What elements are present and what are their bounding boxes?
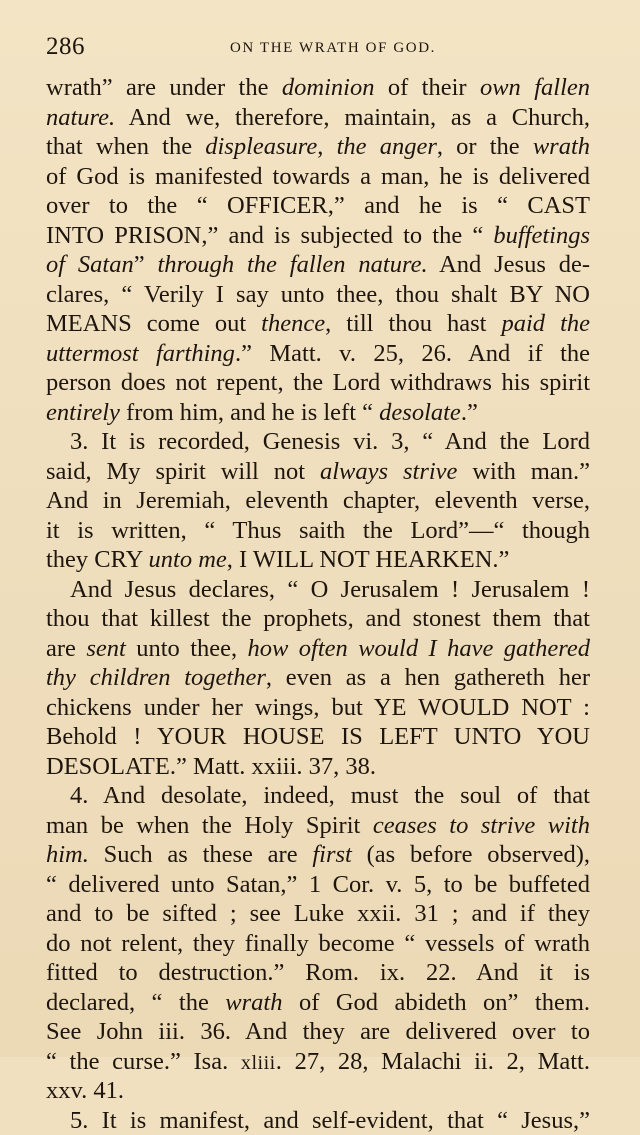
running-title: ON THE WRATH OF GOD. [46,40,590,57]
text-run: MEANS come out [46,310,261,337]
italic-text: first [312,841,352,868]
text-run: wrath” are under the [46,74,282,101]
text-run: ” [134,251,158,278]
text-run: from him, and he is left “ [120,399,379,426]
text-line [46,870,590,900]
text-line [46,221,590,251]
body-text [46,73,590,1135]
text-line [46,162,590,192]
text-run: chickens under her wings, but YE WOULD NOT : [46,694,590,721]
text-line [46,634,590,664]
text-line [46,1017,590,1047]
text-run: .” [461,399,478,426]
text-run: And in Jeremiah, eleventh chapter, eleventh verse, [46,487,590,514]
text-run: , [317,133,336,160]
text-line [46,811,590,841]
text-run: fitted to destruction.” Rom. ix. 22. And it is [46,959,590,986]
italic-text: paid the [502,310,591,337]
italic-text: unto me [149,546,227,573]
text-line [46,663,590,693]
text-line [46,752,590,782]
text-run: DESOLATE.” Matt. xxiii. 37, 38. [46,753,376,780]
text-run: of God is manifested towards a man, he is delivered [46,163,590,190]
text-run: “ the curse.” Isa. [46,1048,241,1075]
text-line [46,457,590,487]
page-number: 286 [46,33,85,61]
text-line [46,1047,590,1077]
italic-text: the anger [337,133,437,160]
text-line [46,899,590,929]
text-line [46,132,590,162]
italic-text: how often would I have gathered [248,635,590,662]
italic-text: thy children together [46,664,266,691]
text-run: Such as these are [89,841,312,868]
text-line [46,545,590,575]
text-run: clares, “ Verily I say unto thee, thou shalt BY NO [46,281,590,308]
text-line [46,988,590,1018]
italic-text: through the fallen nature. [157,251,427,278]
text-run: And Jesus de- [428,251,590,278]
text-run: over to the “ OFFICER,” and he is “ CAST [46,192,590,219]
text-run: (as before observed), [352,841,590,868]
text-run: are [46,635,86,662]
text-run: declared, “ the [46,989,225,1016]
text-run: .” Matt. v. 25, 26. And if the [235,340,590,367]
text-run: person does not repent, the Lord withdraws his spirit [46,369,590,396]
text-line [46,191,590,221]
italic-text: own fallen [480,74,590,101]
italic-text: always strive [320,458,457,485]
text-line [46,693,590,723]
text-run: . 27, 28, Malachi ii. 2, Matt. [276,1048,590,1075]
text-line [46,840,590,870]
text-run: “ delivered unto Satan,” 1 Cor. v. 5, to be buffeted [46,871,590,898]
text-line [46,486,590,516]
text-line [46,339,590,369]
text-run: , till thou hast [325,310,501,337]
text-run: with man.” [457,458,590,485]
italic-text: sent [86,635,125,662]
text-run: , or the [437,133,533,160]
text-line [46,722,590,752]
text-run: 3. It is recorded, Genesis vi. 3, “ And the Lord [70,428,590,455]
text-line [46,368,590,398]
page-header [46,33,590,63]
text-line [46,427,590,457]
text-run: unto thee, [126,635,248,662]
text-line [46,280,590,310]
text-run: of their [374,74,480,101]
text-line [46,1076,590,1106]
text-run: they CRY [46,546,149,573]
text-line [46,604,590,634]
text-run: See John iii. 36. And they are delivered over to [46,1018,590,1045]
italic-text: of Satan [46,251,134,278]
italic-text: entirely [46,399,120,426]
text-line [46,398,590,428]
text-run: said, My spirit will not [46,458,320,485]
text-line [46,958,590,988]
text-run: of God abideth on” them. [282,989,590,1016]
text-run: xliii [241,1052,276,1074]
text-line [46,929,590,959]
text-run: , I WILL NOT HEARKEN.” [227,546,510,573]
text-run: thou that killest the prophets, and stonest them that [46,605,590,632]
italic-text: ceases to strive with [373,812,590,839]
text-line [46,73,590,103]
text-run: 4. And desolate, indeed, must the soul of that [70,782,590,809]
text-line [46,250,590,280]
text-run: it is written, “ Thus saith the Lord”—“ though [46,517,590,544]
text-run: INTO PRISON,” and is subjected to the “ [46,222,493,249]
text-run: that when the [46,133,205,160]
text-run: xxv. 41. [46,1077,124,1104]
text-line [46,516,590,546]
text-line [46,781,590,811]
italic-text: nature. [46,104,115,131]
text-run: And Jesus declares, “ O Jerusalem ! Jerusalem ! [70,576,590,603]
italic-text: buffetings [493,222,590,249]
italic-text: wrath [225,989,282,1016]
italic-text: displeasure [205,133,317,160]
text-line [46,309,590,339]
italic-text: him. [46,841,89,868]
text-line [46,103,590,133]
italic-text: wrath [533,133,590,160]
italic-text: dominion [282,74,375,101]
text-run: 5. It is manifest, and self-evident, that “ Jesus,” [70,1107,590,1134]
italic-text: thence [261,310,325,337]
text-run: And we, therefore, maintain, as a Church, [115,104,590,131]
text-run: , even as a hen gathereth her [266,664,590,691]
text-run: Behold ! YOUR HOUSE IS LEFT UNTO YOU [46,723,590,750]
text-run: man be when the Holy Spirit [46,812,373,839]
text-line [46,575,590,605]
italic-text: desolate [379,399,461,426]
text-line [46,1106,590,1135]
italic-text: uttermost farthing [46,340,235,367]
text-run: and to be sifted ; see Luke xxii. 31 ; and if they [46,900,590,927]
text-run: do not relent, they finally become “ vessels of wrath [46,930,590,957]
